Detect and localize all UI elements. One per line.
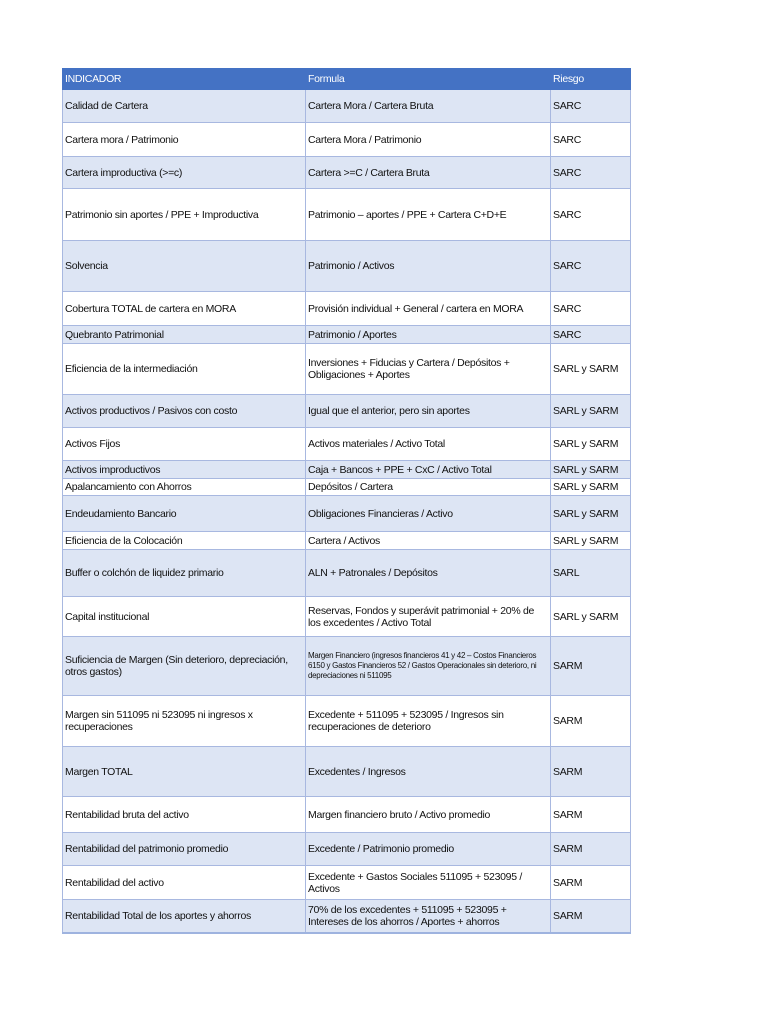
risk-cell: SARL y SARM [551,395,631,428]
indicator-cell: Apalancamiento con Ahorros [63,479,306,496]
indicator-cell: Endeudamiento Bancario [63,496,306,532]
indicator-cell: Quebranto Patrimonial [63,326,306,344]
risk-cell: SARL y SARM [551,344,631,395]
indicator-cell: Calidad de Cartera [63,90,306,123]
table-row [63,123,631,157]
risk-cell: SARM [551,866,631,900]
formula-cell: Excedente + Gastos Sociales 511095 + 523095 / Activos [306,866,551,900]
risk-cell: SARL [551,550,631,597]
formula-cell: Depósitos / Cartera [306,479,551,496]
header-riesgo: Riesgo [551,69,631,90]
table-row [63,900,631,933]
indicator-cell: Eficiencia de la Colocación [63,532,306,550]
formula-cell: Patrimonio / Activos [306,241,551,292]
indicator-cell: Solvencia [63,241,306,292]
risk-cell: SARC [551,90,631,123]
table-row [63,292,631,326]
indicator-cell: Activos productivos / Pasivos con costo [63,395,306,428]
formula-cell: Inversiones + Fiducias y Cartera / Depósitos + Obligaciones + Aportes [306,344,551,395]
risk-cell: SARM [551,833,631,866]
formula-cell: Igual que el anterior, pero sin aportes [306,395,551,428]
table-row [63,326,631,344]
indicator-cell: Rentabilidad Total de los aportes y ahorros [63,900,306,933]
table-header-row [63,69,631,90]
risk-cell: SARM [551,696,631,747]
formula-cell: Excedentes / Ingresos [306,747,551,797]
formula-cell: Margen Financiero (ingresos financieros 41 y 42 – Costos Financieros 6150 y Gastos Financieros 52 / Gastos Operacionales sin deterioro, ni depreciaciones ni 511095 [306,637,551,696]
table-row [63,479,631,496]
table-row [63,428,631,461]
risk-cell: SARC [551,326,631,344]
table-row [63,696,631,747]
risk-cell: SARL y SARM [551,496,631,532]
indicator-cell: Buffer o colchón de liquidez primario [63,550,306,597]
formula-cell: Excedente + 511095 + 523095 / Ingresos sin recuperaciones de deterioro [306,696,551,747]
formula-cell: Reservas, Fondos y superávit patrimonial + 20% de los excedentes / Activo Total [306,597,551,637]
risk-cell: SARC [551,157,631,189]
formula-cell: Provisión individual + General / cartera en MORA [306,292,551,326]
formula-cell: Cartera Mora / Patrimonio [306,123,551,157]
table-row [63,395,631,428]
risk-cell: SARC [551,241,631,292]
table-row [63,461,631,479]
formula-cell: ALN + Patronales / Depósitos [306,550,551,597]
formula-cell: Activos materiales / Activo Total [306,428,551,461]
formula-cell: Patrimonio – aportes / PPE + Cartera C+D+E [306,189,551,241]
formula-cell: Excedente / Patrimonio promedio [306,833,551,866]
risk-cell: SARM [551,900,631,933]
header-indicador: INDICADOR [63,69,306,90]
risk-cell: SARL y SARM [551,479,631,496]
risk-cell: SARM [551,637,631,696]
indicator-cell: Margen sin 511095 ni 523095 ni ingresos x recuperaciones [63,696,306,747]
table-row [63,797,631,833]
table-row [63,157,631,189]
table-row [63,241,631,292]
risk-cell: SARL y SARM [551,461,631,479]
table-row [63,496,631,532]
risk-cell: SARC [551,292,631,326]
indicator-cell: Cobertura TOTAL de cartera en MORA [63,292,306,326]
formula-cell: Cartera Mora / Cartera Bruta [306,90,551,123]
indicator-cell: Patrimonio sin aportes / PPE + Improductiva [63,189,306,241]
formula-cell: Margen financiero bruto / Activo promedio [306,797,551,833]
table-row [63,550,631,597]
formula-cell: Cartera / Activos [306,532,551,550]
indicators-table [62,68,631,934]
indicator-cell: Cartera improductiva (>=c) [63,157,306,189]
formula-cell: Obligaciones Financieras / Activo [306,496,551,532]
risk-cell: SARL y SARM [551,428,631,461]
table-row [63,532,631,550]
table-row [63,866,631,900]
indicator-cell: Cartera mora / Patrimonio [63,123,306,157]
indicator-cell: Rentabilidad bruta del activo [63,797,306,833]
formula-cell: 70% de los excedentes + 511095 + 523095 + Intereses de los ahorros / Aportes + ahorros [306,900,551,933]
risk-cell: SARL y SARM [551,597,631,637]
risk-cell: SARM [551,797,631,833]
formula-cell: Patrimonio / Aportes [306,326,551,344]
risk-cell: SARL y SARM [551,532,631,550]
risk-cell: SARC [551,123,631,157]
indicator-cell: Rentabilidad del activo [63,866,306,900]
indicator-cell: Activos improductivos [63,461,306,479]
risk-cell: SARM [551,747,631,797]
header-formula: Formula [306,69,551,90]
risk-cell: SARC [551,189,631,241]
indicator-cell: Capital institucional [63,597,306,637]
indicator-cell: Activos Fijos [63,428,306,461]
formula-cell: Caja + Bancos + PPE + CxC / Activo Total [306,461,551,479]
table-row [63,189,631,241]
formula-cell: Cartera >=C / Cartera Bruta [306,157,551,189]
table-row [63,637,631,696]
indicator-cell: Margen TOTAL [63,747,306,797]
table-row [63,90,631,123]
indicator-cell: Eficiencia de la intermediación [63,344,306,395]
indicator-cell: Rentabilidad del patrimonio promedio [63,833,306,866]
table-row [63,344,631,395]
table-row [63,747,631,797]
indicator-cell: Suficiencia de Margen (Sin deterioro, depreciación, otros gastos) [63,637,306,696]
table-row [63,833,631,866]
table-row [63,597,631,637]
